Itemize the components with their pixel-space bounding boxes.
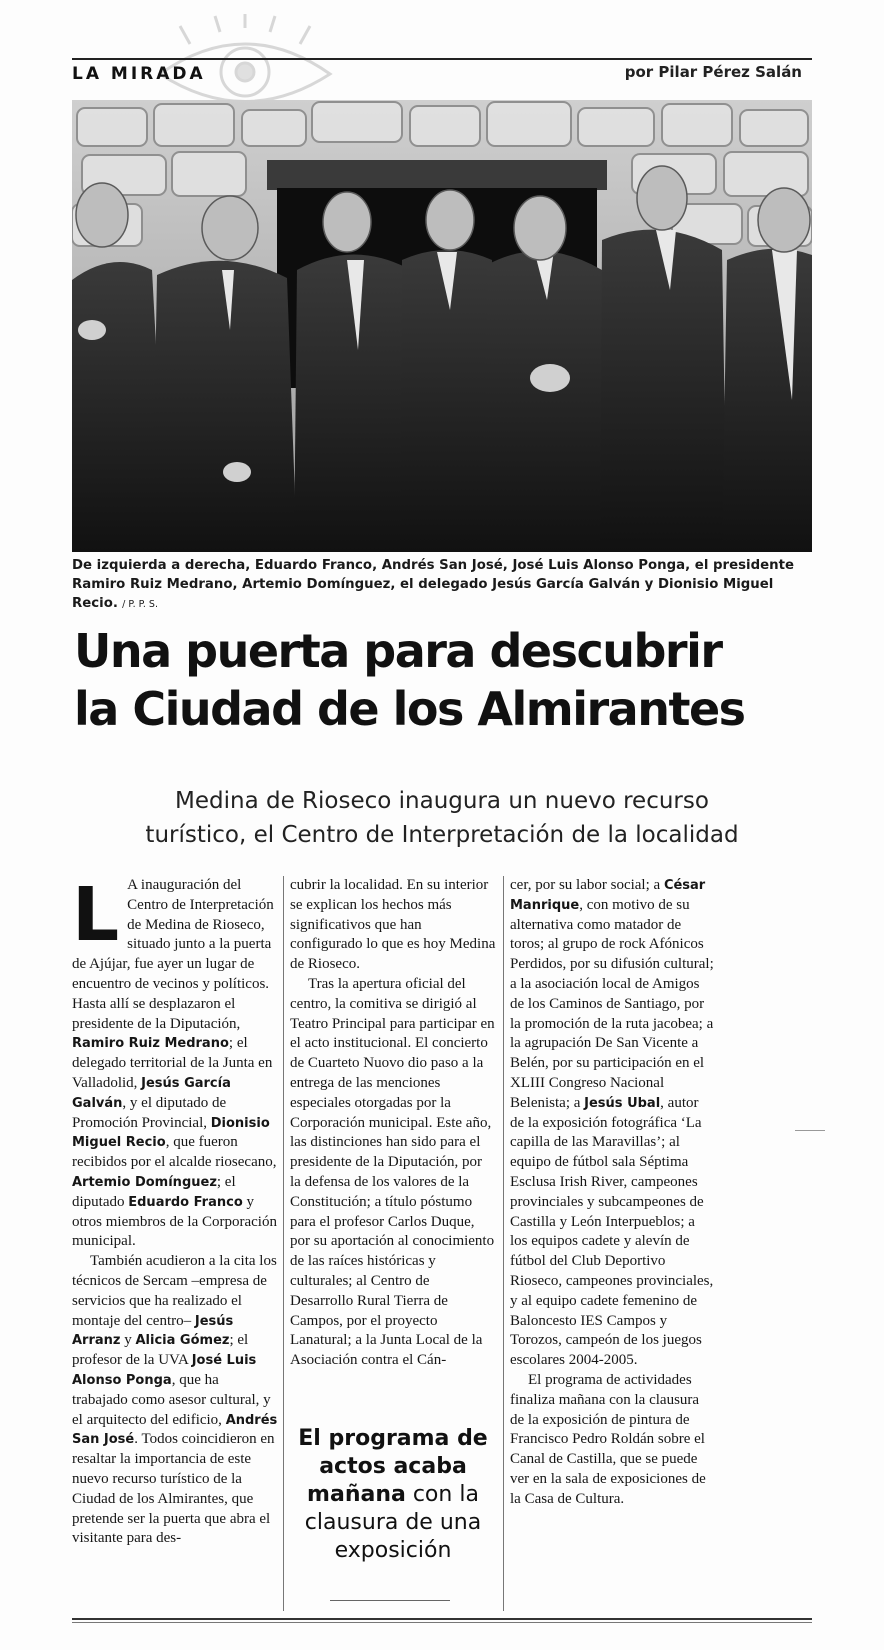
person-name: Eduardo Franco <box>128 1194 243 1210</box>
group-photo-image <box>72 100 812 552</box>
pull-quote-bold: El programa de actos acaba mañana <box>298 1426 488 1507</box>
pull-quote-rest: con la clausura de una exposición <box>304 1482 482 1563</box>
headline-line-1: Una puerta para descubrir <box>74 624 722 678</box>
byline: por Pilar Pérez Salán <box>624 63 802 81</box>
article-column-1 <box>72 872 278 1549</box>
subheadline <box>72 784 812 852</box>
text-run: ; el profesor de la UVA <box>72 1332 249 1369</box>
person-name: Jesús Ubal <box>584 1095 661 1111</box>
photo-caption <box>72 556 814 614</box>
col3-paragraph-1 <box>510 876 716 1371</box>
footer-rule <box>72 1618 812 1620</box>
text-run: y <box>120 1332 136 1349</box>
text-run: . Todos coincidieron en resaltar la importancia de este nuevo recurso turístico de la Ciudad de los Almirantes, que pretende ser la puerta que abra el visitante para des- <box>72 1431 275 1547</box>
person-name: Artemio Domínguez <box>72 1174 217 1190</box>
photo-credit: / P. P. S. <box>122 599 158 610</box>
footer-rule-thin <box>72 1622 812 1623</box>
text-run: También acudieron a la cita los técnicos de Sercam –empresa de servicios que ha realizado el montaje del centro– <box>72 1253 277 1329</box>
col2-paragraph-2: Tras la apertura oficial del centro, la comitiva se dirigió al Teatro Principal para participar en el acto institucional. El concierto de Cuarteto Nuovo dio paso a la entrega de las menciones especiales otorgadas por la Corporación municipal. Este año, las distinciones han sido para el presidente de la Diputación, por la defensa de los valores de la Constitución; a título póstumo para el profesor Carlos Duque, por su aportación al conocimiento de las raíces históricas y culturales; al Centro de Desarrollo Rural Tierra de Campos, por el proyecto Lanatural; a la Junta Local de la Asociación contra el Cán- <box>290 975 495 1369</box>
col2-paragraph-1: cubrir la localidad. En su interior se explican los hechos más significativos que han configurado lo que es hoy Medina de Rioseco. <box>290 877 496 973</box>
column-divider <box>283 876 284 1611</box>
section-title: LA MIRADA <box>72 64 206 84</box>
column-divider <box>503 876 504 1611</box>
person-name: José Luis Alonso Ponga <box>72 1353 257 1388</box>
col1-paragraph-2 <box>72 1252 278 1549</box>
header-rule <box>72 58 812 60</box>
pull-quote <box>290 1425 496 1565</box>
person-name: César Manrique <box>510 878 706 913</box>
text-run: , que fueron recibidos por el alcalde riosecano, <box>72 1134 277 1171</box>
person-name: Jesús Arranz <box>72 1313 234 1349</box>
text-run: , y el diputado de Promoción Provincial, <box>72 1094 227 1131</box>
headline-line-2: la Ciudad de los Almirantes <box>74 682 745 736</box>
pull-quote-rule <box>330 1600 450 1601</box>
person-name: Andrés San José <box>72 1412 278 1448</box>
text-run: y otros miembros de la Corporación municipal. <box>72 1193 277 1250</box>
text-run: A inauguración del Centro de Interpretación de Medina de Rioseco, situado junto a la puerta de Ajújar, fue ayer un lugar de encuentro de vecinos y políticos. Hasta allí se desplazaron el presidente de la Diputación, <box>72 877 274 1032</box>
person-name: Dionisio Miguel Recio <box>72 1115 270 1151</box>
col3-paragraph-2: El programa de actividades finaliza mañana con la clausura de la exposición de pintura de Francisco Pedro Roldán sobre el Canal de Castilla, que se puede ver en la sala de exposiciones de la Casa de Cultura. <box>510 1371 706 1507</box>
text-run: , con motivo de su alternativa como matador de toros; al grupo de rock Afónicos Perdidos, por su difusión cultural; a la asociación local de Amigos de los Caminos de Santiago, por la promoción de la ruta jacobea; a la agrupación De San Vicente a Belén, por su participación en el XLIII Congreso Nacional Belenista; a <box>510 896 714 1111</box>
text-run: , autor de la exposición fotográfica ‘La capilla de las Maravillas’; al equipo de fútbol sala Séptima Esclusa Irish River, campeones provinciales y subcampeones de Castilla y León Interpueblos; a los equipos cadete y alevín de fútbol del Club Deportivo Rioseco, campeones provinciales, y al equipo cadete femenino de Baloncesto IES Campos y Torozos, campeón de los juegos escolares 2004-2005. <box>510 1094 714 1369</box>
subhead-line-1: Medina de Rioseco inaugura un nuevo recurso <box>175 788 709 814</box>
col1-paragraph-1 <box>72 872 278 1252</box>
drop-cap: L <box>72 872 120 958</box>
caption-text: De izquierda a derecha, Eduardo Franco, Andrés San José, José Luis Alonso Ponga, el presidente Ramiro Ruiz Medrano, Artemio Domínguez, el delegado Jesús García Galván y Dionisio Miguel Recio. <box>72 558 794 611</box>
person-name: Ramiro Ruiz Medrano <box>72 1036 229 1052</box>
article-column-3 <box>510 876 716 1510</box>
article-photo <box>72 100 812 552</box>
text-run: ; el diputado <box>72 1173 236 1210</box>
person-name: Alicia Gómez <box>135 1333 230 1349</box>
text-run: cer, por su labor social; a <box>510 877 664 893</box>
person-name: Jesús García Galván <box>72 1075 231 1111</box>
text-run: ; el delegado territorial de la Junta en Valladolid, <box>72 1035 273 1091</box>
subhead-line-2: turístico, el Centro de Interpretación de la localidad <box>145 822 739 848</box>
text-run: , que ha trabajado como asesor cultural, y el arquitecto del edificio, <box>72 1371 271 1428</box>
margin-mark <box>795 1130 825 1131</box>
article-column-2 <box>290 876 496 1371</box>
headline <box>74 622 834 738</box>
